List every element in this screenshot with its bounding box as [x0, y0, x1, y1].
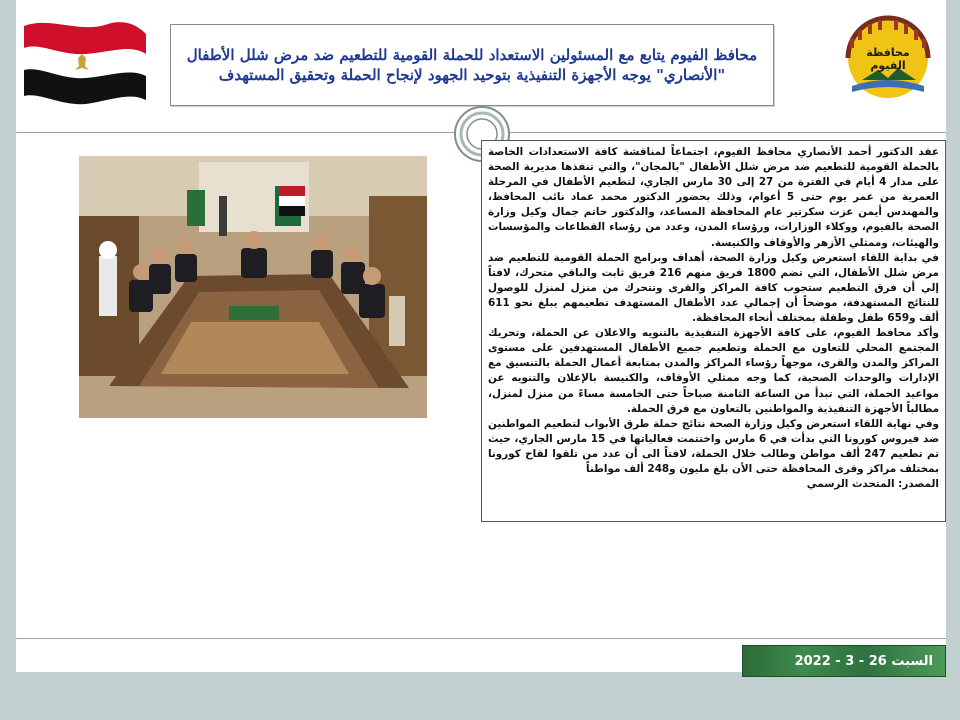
bottom-band: [0, 672, 960, 720]
article-body: [488, 145, 939, 492]
article-paragraph: عقد الدكتور أحمد الأنصاري محافظ الفيوم، اجتماعاً لمناقشة كافة الاستعدادات الخاصة بالحملة القومية للتطعيم ضد مرض شلل الأطفال "بالمجان"، والتي تنفذها مديرية الصحة على مدار 4 أيام في الفترة من 27 إلى 30 مارس الجاري، لتطعيم الأطفال في المرحلة العمرية من عمر يوم حتى 5 أعوام، وذلك بحضور الدكتور محمد عماد نائب المحافظ، والمهندس أيمن عزت سكرتير عام المحافظة المساعد، والدكتور حاتم جمال وكيل وزارة الصحة بالفيوم، ووكلاء الوزارات، ورؤساء المدن، وعدد من رؤساء القطاعات والمؤسسات والهيئات، وممثلي الأزهر والأوقاف والكنيسة.: [488, 146, 939, 249]
date-strip: [742, 645, 946, 677]
article-paragraph: وأكد محافظ الفيوم، على كافة الأجهزة التنفيذية بالتنويه والاعلان عن الحملة، وتحريك المجتمع المحلي للتعاون مع الحملة وتطعيم جميع الأطفال المستهدفين على مستوى المراكز والمدن والقرى، موجهاً رؤساء المراكز والمدن بمتابعة أعمال الحملة بالتنسيق مع الإدارات والوحدات الصحية، كما وجه ممثلي الأوقاف، والكنيسة بالإعلان والتنويه عن مواعيد الحملة، التي تبدأ من الساعة الثامنة صباحاً حتى الخامسة مساءً من منزل لمنزل، مطالباً الأجهزة التنفيذية والمواطنين بالتعاون مع فرق الحملة.: [488, 327, 939, 415]
headline: محافظ الفيوم يتابع مع المسئولين الاستعداد للحملة القومية للتطعيم ضد مرض شلل الأطفال: [186, 46, 758, 64]
logo-text: محافظة الفيوم: [866, 46, 910, 72]
subheadline: "الأنصاري" يوجه الأجهزة التنفيذية بتوحيد الجهود لإنجاح الحملة وتحقيق المستهدف: [218, 66, 726, 84]
article-box: [481, 140, 946, 522]
title-box: [170, 24, 774, 106]
egypt-flag-icon: [20, 12, 150, 120]
divider-line: [16, 638, 946, 639]
fayoum-logo: [832, 12, 944, 106]
article-paragraph: في بداية اللقاء استعرض وكيل وزارة الصحة، أهداف وبرامج الحملة القومية للتطعيم ضد مرض شلل الأطفال، التي تضم 1800 فريق منهم 216 فريق ثابت والباقي متحرك، لافتاً إلي أن فرق التطعيم ستجوب كافة المراكز والقرى وتتحرك من منزل لمنزل للوصول للنتائج المستهدفة، موضحاً أن إجمالي عدد الأطفال المستهدف تطعيمهم يبلغ نحو 611 ألف و659 طفل وطفلة بمختلف أنحاء المحافظة.: [488, 251, 939, 325]
article-source: المصدر: المتحدث الرسمي: [806, 478, 939, 491]
meeting-photo: [79, 156, 427, 418]
date-label: السبت 26 - 3 - 2022: [794, 653, 933, 669]
meeting-room-image: [79, 156, 427, 418]
article-paragraph: وفي نهاية اللقاء استعرض وكيل وزارة الصحة نتائج حملة طرق الأبواب لتطعيم المواطنين ضد فيروس كورونا التي بدأت في 6 مارس واختتمت فعالياتها في 15 مارس الجاري، حيث تم تطعيم 247 ألف مواطن وطالب خلال الحملة، لافتاً الى أن عدد من تلقوا لقاح كورونا بمختلف مراكز وقرى المحافظة حتى الأن بلغ مليون و248 ألف مواطناً: [488, 417, 940, 475]
